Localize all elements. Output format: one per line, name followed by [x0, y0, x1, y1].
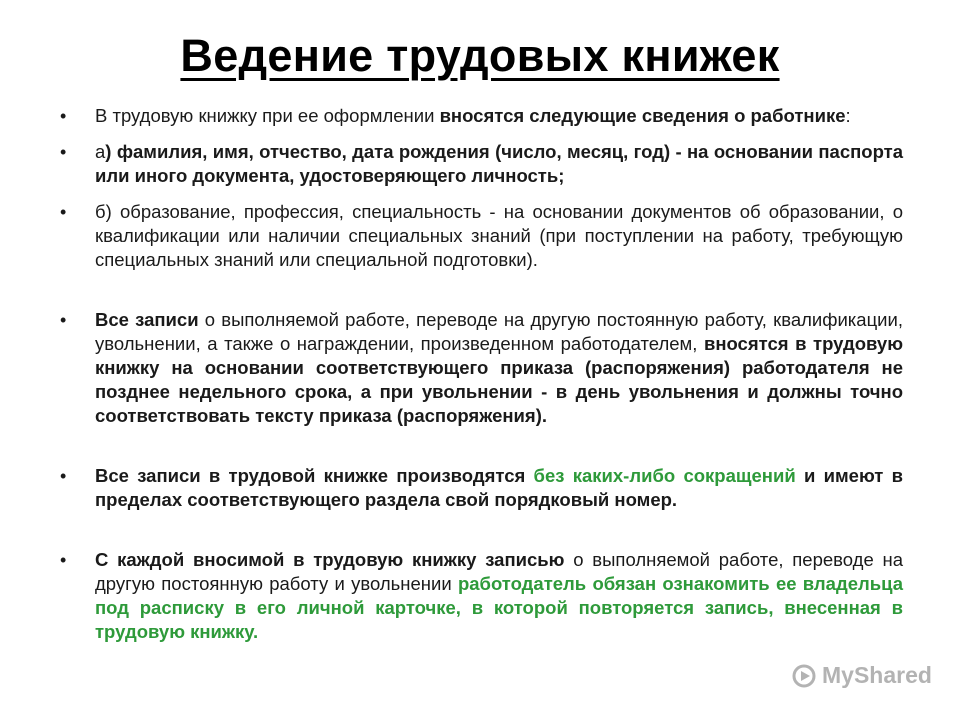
text-segment: а [95, 141, 106, 162]
text-segment: В трудовую книжку при ее оформлении [95, 105, 440, 126]
text-segment: о выполняемой работе, переводе на другую постоянную работу, квалификации, увольнении, а также о награждении, произведенном работодателем, [95, 309, 903, 354]
text-segment-green: без каких-либо сокращений [533, 465, 796, 486]
text-segment: : [845, 105, 851, 126]
bullet-item [60, 200, 903, 272]
text-segment-bold: ) фамилия, имя, отчество, дата рождения (число, месяц, год) - на основании паспорта или иного документа, удостоверяющего личность; [95, 141, 903, 186]
bullet-list [60, 104, 903, 656]
text-segment: о выполняемой работе, переводе на другую постоянную работу и увольнении [95, 549, 903, 594]
text-segment-bold: Все записи [95, 309, 199, 330]
slide-title: Ведение трудовых книжек [180, 30, 780, 81]
text-segment-bold: Все записи в трудовой книжке производятся [95, 465, 534, 486]
text-segment: б) образование, профессия, специальность - на основании документов об образовании, о квалификации или наличии специальных знаний (при поступлении на работу, требующую специальных знаний или специальной подготовки). [95, 201, 903, 270]
watermark-text: MyShared [822, 662, 932, 688]
watermark [792, 662, 932, 689]
text-segment-bold: и имеют в пределах соответствующего раздела свой порядковый номер. [95, 465, 903, 510]
bullet-item [60, 104, 903, 128]
text-segment-bold: вносятся следующие сведения о работнике [439, 105, 846, 126]
text-segment-bold: С каждой вносимой в трудовую книжку записью [95, 549, 565, 570]
bullet-item [60, 308, 903, 428]
myshared-logo-icon [792, 664, 816, 688]
text-segment-green: работодатель обязан ознакомить ее владельца под расписку в его личной карточке, в которой повторяется запись, внесенная в трудовую книжку. [95, 573, 904, 642]
bullet-item [60, 548, 903, 644]
text-segment-bold: вносятся в трудовую книжку на основании соответствующего приказа (распоряжения) работодателя не позднее недельного срока, а при увольнении - в день увольнения и должны точно соответствовать тексту приказа (распоряжения). [95, 333, 903, 426]
bullet-item [60, 140, 903, 188]
bullet-item [60, 464, 903, 512]
